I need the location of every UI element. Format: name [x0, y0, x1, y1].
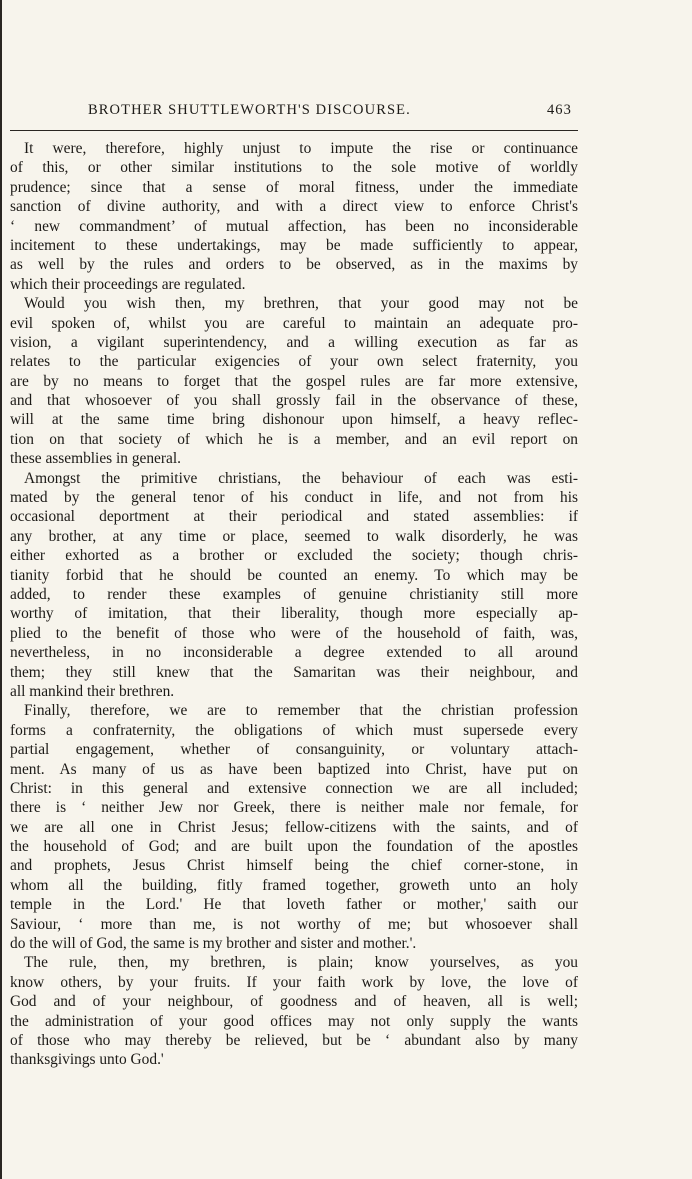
text-line: Amongst the primitive christians, the behaviour of each was esti-	[24, 469, 578, 487]
text-line: we are all one in Christ Jesus; fellow-citizens with the saints, and of	[10, 818, 578, 836]
text-line: and that whosoever of you shall grossly fail in the observance of these,	[10, 392, 578, 410]
book-page	[10, 98, 578, 1070]
text-line: forms a confraternity, the obligations of which must supersede every	[10, 721, 578, 739]
text-line: mated by the general tenor of his conduct in life, and not from his	[10, 489, 578, 507]
text-line: do the will of God, the same is my brother and sister and mother.'.	[10, 935, 417, 953]
paragraph	[10, 701, 578, 953]
text-line: prudence; since that a sense of moral fitness, under the immediate	[10, 178, 578, 196]
text-line: sanction of divine authority, and with a direct view to enforce Christ's	[10, 198, 578, 216]
running-head	[10, 98, 578, 124]
paragraph	[10, 953, 578, 1069]
text-line: of those who may thereby be relieved, but be ‘ abundant also by many	[10, 1031, 578, 1049]
text-line: partial engagement, whether of consanguinity, or voluntary attach-	[10, 741, 578, 759]
text-line: all mankind their brethren.	[10, 682, 175, 700]
text-line: which their proceedings are regulated.	[10, 275, 246, 293]
text-line: Would you wish then, my brethren, that your good may not be	[24, 295, 578, 313]
text-line: Christ: in this general and extensive connection we are all included;	[10, 779, 578, 797]
text-line: occasional deportment at their periodical and stated assemblies: if	[10, 508, 578, 526]
text-line: whom all the building, fitly framed together, groweth unto an holy	[10, 876, 578, 894]
text-line: God and of your neighbour, of goodness and of heaven, all is well;	[10, 993, 578, 1011]
text-line: worthy of imitation, that their liberality, though more especially ap-	[10, 605, 578, 623]
text-line: either exhorted as a brother or excluded the society; though chris-	[10, 547, 578, 565]
text-line: them; they still knew that the Samaritan was their neighbour, and	[10, 663, 578, 681]
text-line: It were, therefore, highly unjust to impute the rise or continuance	[24, 140, 578, 157]
text-line: Saviour, ‘ more than me, is not worthy of me; but whosoever shall	[10, 915, 578, 933]
paragraph	[10, 294, 578, 469]
text-line: plied to the benefit of those who were of the household of faith, was,	[10, 624, 578, 642]
running-title: BROTHER SHUTTLEWORTH'S DISCOURSE.	[88, 102, 411, 118]
text-line: incitement to these undertakings, may be made sufficiently to appear,	[10, 236, 578, 254]
text-line: tion on that society of which he is a member, and an evil report on	[10, 430, 578, 448]
text-line: thanksgivings unto God.'	[10, 1051, 164, 1069]
text-line: ‘ new commandment’ of mutual affection, has been no inconsiderable	[10, 217, 578, 235]
text-line: and prophets, Jesus Christ himself being the chief corner-stone, in	[10, 857, 578, 875]
page-binding-edge	[0, 0, 2, 1179]
header-rule	[10, 130, 578, 131]
text-line: know others, by your fruits. If your faith work by love, the love of	[10, 973, 578, 991]
text-line: as well by the rules and orders to be observed, as in the maxims by	[10, 256, 578, 274]
text-line: evil spoken of, whilst you are careful to maintain an adequate pro-	[10, 314, 578, 332]
discourse-text	[10, 139, 578, 1070]
text-line: The rule, then, my brethren, is plain; know yourselves, as you	[24, 954, 578, 972]
text-line: any brother, at any time or place, seemed to walk disorderly, he was	[10, 527, 578, 545]
text-line: nevertheless, in no inconsiderable a degree extended to all around	[10, 644, 578, 662]
text-line: tianity forbid that he should be counted an enemy. To which may be	[10, 566, 578, 584]
text-line: of this, or other similar institutions to the sole motive of worldly	[10, 159, 578, 177]
text-line: added, to render these examples of genuine christianity still more	[10, 585, 578, 603]
page-number: 463	[546, 102, 572, 118]
text-line: ment. As many of us as have been baptized into Christ, have put on	[10, 760, 578, 778]
text-line: these assemblies in general.	[10, 450, 181, 468]
text-line: relates to the particular exigencies of your own select fraternity, you	[10, 353, 578, 371]
text-line: will at the same time bring dishonour upon himself, a heavy reflec-	[10, 411, 578, 429]
paragraph	[10, 139, 578, 294]
text-line: the household of God; and are built upon the foundation of the apostles	[10, 838, 578, 856]
text-line: are by no means to forget that the gospel rules are far more extensive,	[10, 372, 578, 390]
text-line: temple in the Lord.' He that loveth father or mother,' saith our	[10, 896, 578, 914]
text-line: there is ‘ neither Jew nor Greek, there is neither male nor female, for	[10, 799, 578, 817]
paragraph	[10, 469, 578, 702]
text-line: vision, a vigilant superintendency, and a willing execution as far as	[10, 333, 578, 351]
text-line: Finally, therefore, we are to remember that the christian profession	[24, 702, 578, 720]
text-line: the administration of your good offices may not only supply the wants	[10, 1012, 578, 1030]
